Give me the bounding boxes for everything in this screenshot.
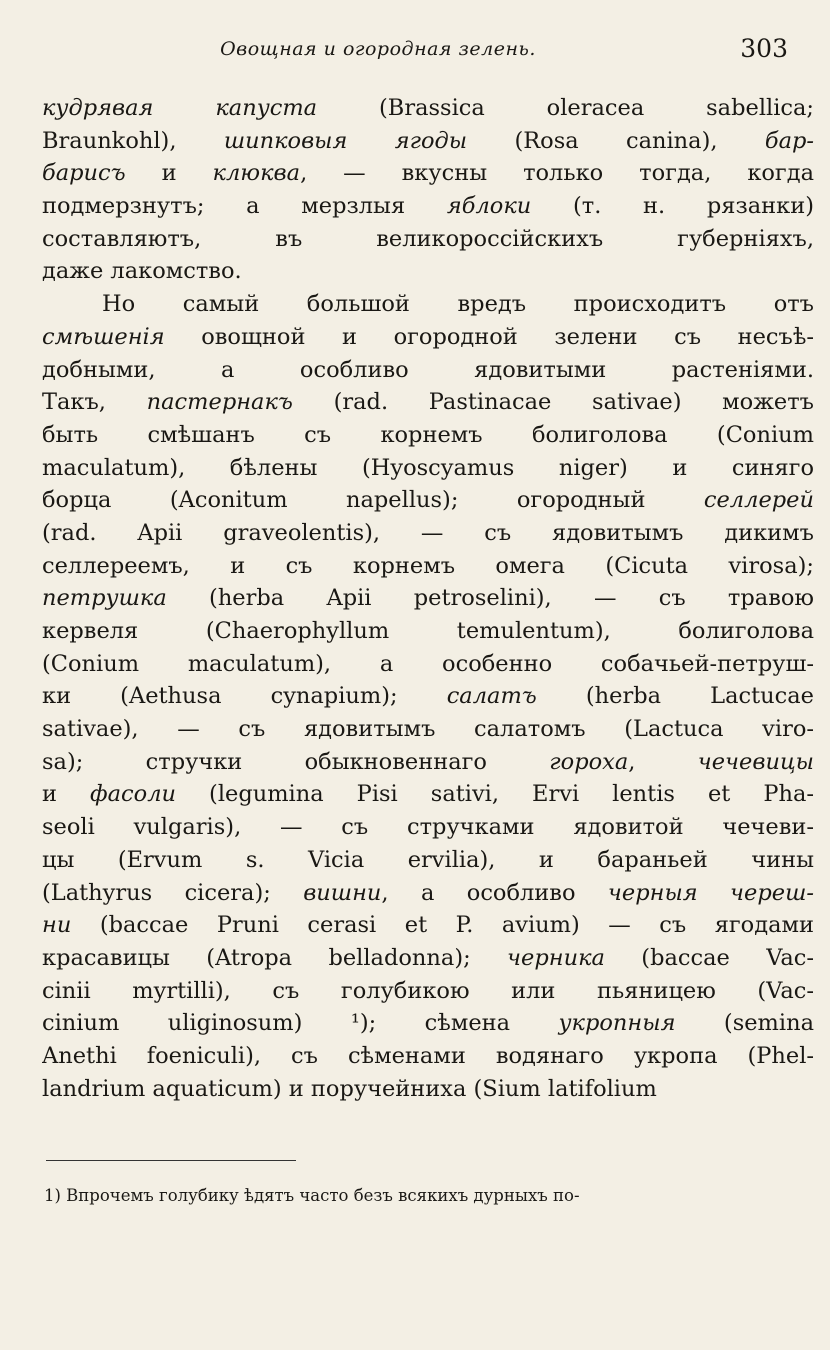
text-line: [42, 517, 814, 550]
italic-term: смѣшенія: [42, 323, 165, 350]
italic-term: шипковыя ягоды: [223, 127, 468, 154]
text-segment: Такъ,: [42, 389, 147, 416]
text-line: [42, 354, 814, 387]
text-segment: Braunkohl),: [42, 127, 224, 154]
text-segment: cinii myrtilli), съ голубикою или пьяницею (Vac-: [42, 977, 814, 1004]
text-segment: (baccae Vac-: [604, 944, 814, 971]
text-line: [42, 484, 814, 517]
italic-term: кудрявая капуста: [42, 95, 318, 121]
text-segment: sativae), — съ ядовитымъ салатомъ (Lactuca viro-: [42, 716, 814, 743]
text-line: [42, 386, 814, 419]
text-segment: добными, а особливо ядовитыми растеніями.: [42, 356, 814, 383]
text-line: [42, 615, 814, 648]
text-line: [42, 811, 814, 844]
text-segment: составляютъ, въ великороссійскихъ губерніяхъ,: [42, 225, 814, 252]
text-segment: , — вкусны только тогда, когда: [300, 160, 814, 187]
text-segment: cinium uliginosum) ¹); сѣмена: [42, 1010, 559, 1037]
text-segment: (baccae Pruni cerasi et P. avium) — съ ягодами: [71, 912, 814, 939]
text-segment: , а особливо: [381, 879, 608, 906]
italic-term: селлерей: [703, 487, 814, 514]
text-segment: даже лакомство.: [42, 258, 242, 285]
text-segment: селлереемъ, и съ корнемъ омега (Cicuta virosa);: [42, 552, 814, 579]
text-segment: (т. н. рязанки): [531, 193, 814, 220]
italic-term: яблоки: [446, 193, 532, 220]
text-line: [42, 942, 814, 975]
text-segment: (rad. Apii graveolentis), — съ ядовитымъ дикимъ: [42, 519, 814, 546]
italic-term: укропныя: [558, 1010, 676, 1037]
text-line: [42, 223, 814, 256]
text-segment: и: [42, 781, 91, 808]
text-segment: быть смѣшанъ съ корнемъ болиголова (Conium: [42, 421, 814, 448]
text-line: [42, 1007, 814, 1040]
text-segment: Но самый большой вредъ происходитъ отъ: [102, 291, 814, 318]
italic-term: петрушка: [42, 585, 167, 612]
text-line: [42, 419, 814, 452]
text-line: [42, 680, 814, 713]
text-line: [42, 877, 814, 910]
text-segment: (Lathyrus cicera);: [42, 879, 304, 906]
text-segment: (Conium maculatum), а особенно собачьей-петруш-: [42, 650, 814, 677]
text-segment: (Brassica oleracea sabellica;: [317, 95, 814, 121]
text-segment: (herba Apii petroselini), — съ травою: [166, 585, 814, 612]
text-segment: (rad. Pastinacae sativae) можетъ: [292, 389, 814, 416]
text-line: [42, 550, 814, 583]
text-segment: landrium aquaticum) и поручейниха (Sium latifolium: [42, 1075, 657, 1102]
running-title: Овощная и огородная зелень.: [220, 38, 536, 60]
text-line: [42, 157, 814, 190]
text-line: [42, 746, 814, 779]
text-segment: и: [125, 160, 213, 187]
italic-term: бар-: [764, 127, 814, 154]
text-line: [42, 92, 814, 125]
italic-term: клюква: [212, 160, 301, 187]
text-segment: ки (Aethusa cynapium);: [42, 683, 447, 710]
text-segment: seoli vulgaris), — съ стручками ядовитой чечеви-: [42, 814, 814, 841]
text-segment: (legumina Pisi sativi, Ervi lentis et Pha-: [176, 781, 814, 808]
text-line: [42, 844, 814, 877]
text-segment: борца (Aconitum napellus); огородный: [42, 487, 704, 514]
italic-term: чечевицы: [697, 748, 814, 775]
text-line: [42, 125, 814, 158]
footnote-rule: [46, 1160, 296, 1161]
text-segment: подмерзнутъ; а мерзлыя: [42, 193, 447, 220]
text-line: [42, 190, 814, 223]
running-header: [44, 34, 788, 68]
italic-term: черника: [507, 944, 605, 971]
text-line: [42, 321, 814, 354]
text-segment: sa); стручки обыкновеннаго: [42, 748, 550, 775]
text-line: [42, 582, 814, 615]
text-line: [42, 648, 814, 681]
text-line: [42, 975, 814, 1008]
text-line: [42, 288, 814, 321]
body-text: [42, 92, 814, 1105]
italic-term: черныя череш-: [607, 879, 814, 906]
text-line: [42, 452, 814, 485]
text-line: [42, 255, 814, 288]
text-line: [42, 1073, 814, 1106]
text-segment: овощной и огородной зелени съ несъѣ-: [164, 323, 814, 350]
text-segment: (semina: [675, 1010, 814, 1037]
italic-term: пастернакъ: [146, 389, 293, 416]
italic-term: гороха: [549, 748, 629, 775]
text-segment: кервеля (Chaerophyllum temulentum), болиголова: [42, 618, 814, 644]
italic-term: фасоли: [90, 781, 177, 808]
text-segment: maculatum), бѣлены (Hyoscyamus niger) и синяго: [42, 454, 814, 481]
text-line: [42, 1040, 814, 1073]
text-segment: ,: [628, 748, 698, 775]
text-line: [42, 713, 814, 746]
text-segment: (Rosa canina),: [467, 127, 765, 154]
text-line: [42, 909, 814, 942]
footnote: 1) Впрочемъ голубику ѣдятъ часто безъ всякихъ дурныхъ по-: [44, 1186, 580, 1205]
text-segment: красавицы (Atropa belladonna);: [42, 944, 508, 971]
text-line: [42, 778, 814, 811]
text-segment: цы (Ervum s. Vicia ervilia), и бараньей чины: [42, 846, 814, 873]
italic-term: ни: [42, 912, 72, 939]
text-segment: Anethi foeniculi), съ сѣменами водянаго укропа (Phel-: [42, 1042, 814, 1069]
text-segment: (herba Lactucae: [536, 683, 814, 710]
italic-term: салатъ: [446, 683, 537, 710]
italic-term: вишни: [303, 879, 382, 906]
italic-term: барисъ: [42, 160, 126, 187]
page-number: 303: [740, 34, 788, 63]
